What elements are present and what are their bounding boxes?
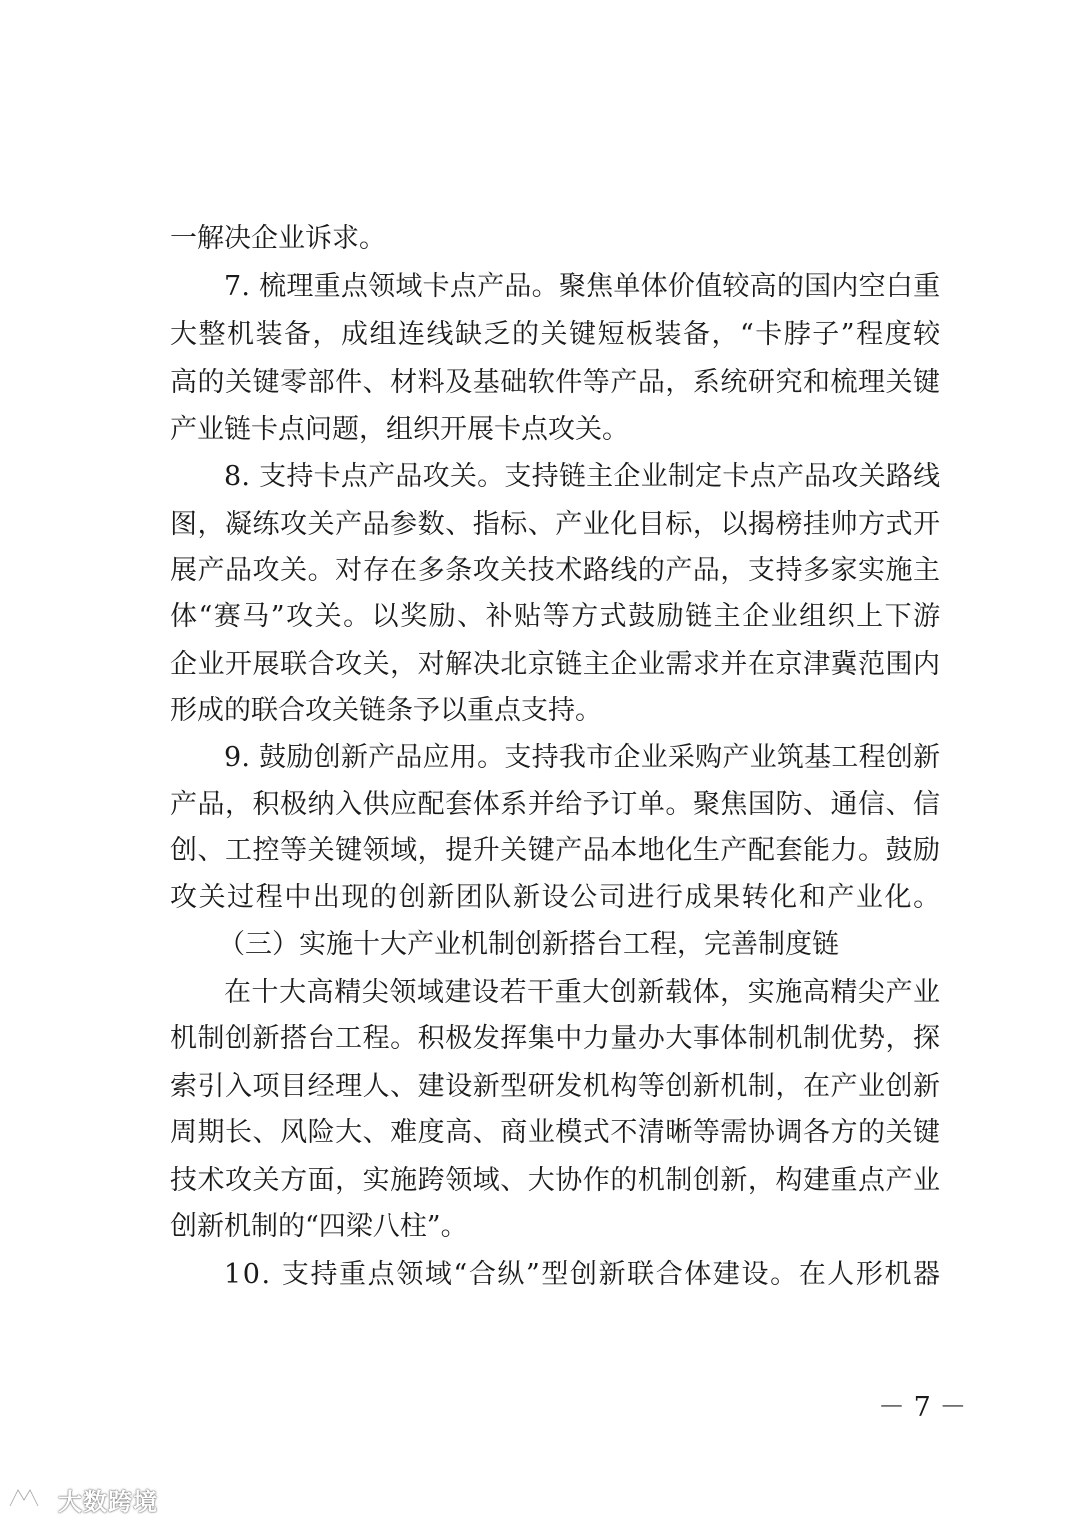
text-line-1: 一解决企业诉求。	[170, 223, 386, 254]
text-line-19: 索引入项目经理人、建设新型研发机构等创新机制，在产业创新	[170, 1071, 941, 1102]
watermark	[6, 1482, 158, 1516]
text-line-14: 创、工控等关键领域，提升关键产品本地化生产配套能力。鼓励	[170, 835, 941, 866]
section-heading: （三）实施十大产业机制创新搭台工程，完善制度链	[218, 929, 839, 960]
text-line-10: 企业开展联合攻关，对解决北京链主企业需求并在京津冀范围内	[170, 649, 941, 680]
watermark-text: 大数跨境	[58, 1487, 158, 1516]
watermark-logo-icon	[6, 1484, 52, 1514]
text-line-20: 周期长、风险大、难度高、商业模式不清晰等需协调各方的关键	[170, 1117, 941, 1148]
text-line-2: 7. 梳理重点领域卡点产品。聚焦单体价值较高的国内空白重	[224, 271, 941, 302]
text-line-13: 产品，积极纳入供应配套体系并给予订单。聚焦国防、通信、信	[170, 789, 941, 820]
text-line-6: 8. 支持卡点产品攻关。支持链主企业制定卡点产品攻关路线	[224, 461, 941, 492]
page-number: － 7 －	[878, 1392, 967, 1423]
text-line-22: 创新机制的“四梁八柱”。	[170, 1211, 468, 1242]
text-line-17: 在十大高精尖领域建设若干重大创新载体，实施高精尖产业	[224, 977, 941, 1008]
text-line-23: 10. 支持重点领域“合纵”型创新联合体建设。在人形机器	[224, 1259, 942, 1290]
text-line-21: 技术攻关方面，实施跨领域、大协作的机制创新，构建重点产业	[170, 1165, 941, 1196]
text-line-11: 形成的联合攻关链条予以重点支持。	[170, 695, 602, 726]
text-line-9: 体“赛马”攻关。以奖励、补贴等方式鼓励链主企业组织上下游	[170, 601, 942, 632]
text-line-7: 图，凝练攻关产品参数、指标、产业化目标，以揭榜挂帅方式开	[170, 509, 941, 540]
text-line-3: 大整机装备，成组连线缺乏的关键短板装备，“卡脖子”程度较	[170, 319, 942, 350]
text-line-18: 机制创新搭台工程。积极发挥集中力量办大事体制机制优势，探	[170, 1023, 941, 1054]
text-line-4: 高的关键零部件、材料及基础软件等产品，系统研究和梳理关键	[170, 367, 941, 398]
text-line-8: 展产品攻关。对存在多条攻关技术路线的产品，支持多家实施主	[170, 555, 941, 586]
text-line-15: 攻关过程中出现的创新团队新设公司进行成果转化和产业化。	[170, 882, 942, 913]
text-line-12: 9. 鼓励创新产品应用。支持我市企业采购产业筑基工程创新	[224, 742, 941, 773]
text-line-5: 产业链卡点问题，组织开展卡点攻关。	[170, 414, 629, 445]
